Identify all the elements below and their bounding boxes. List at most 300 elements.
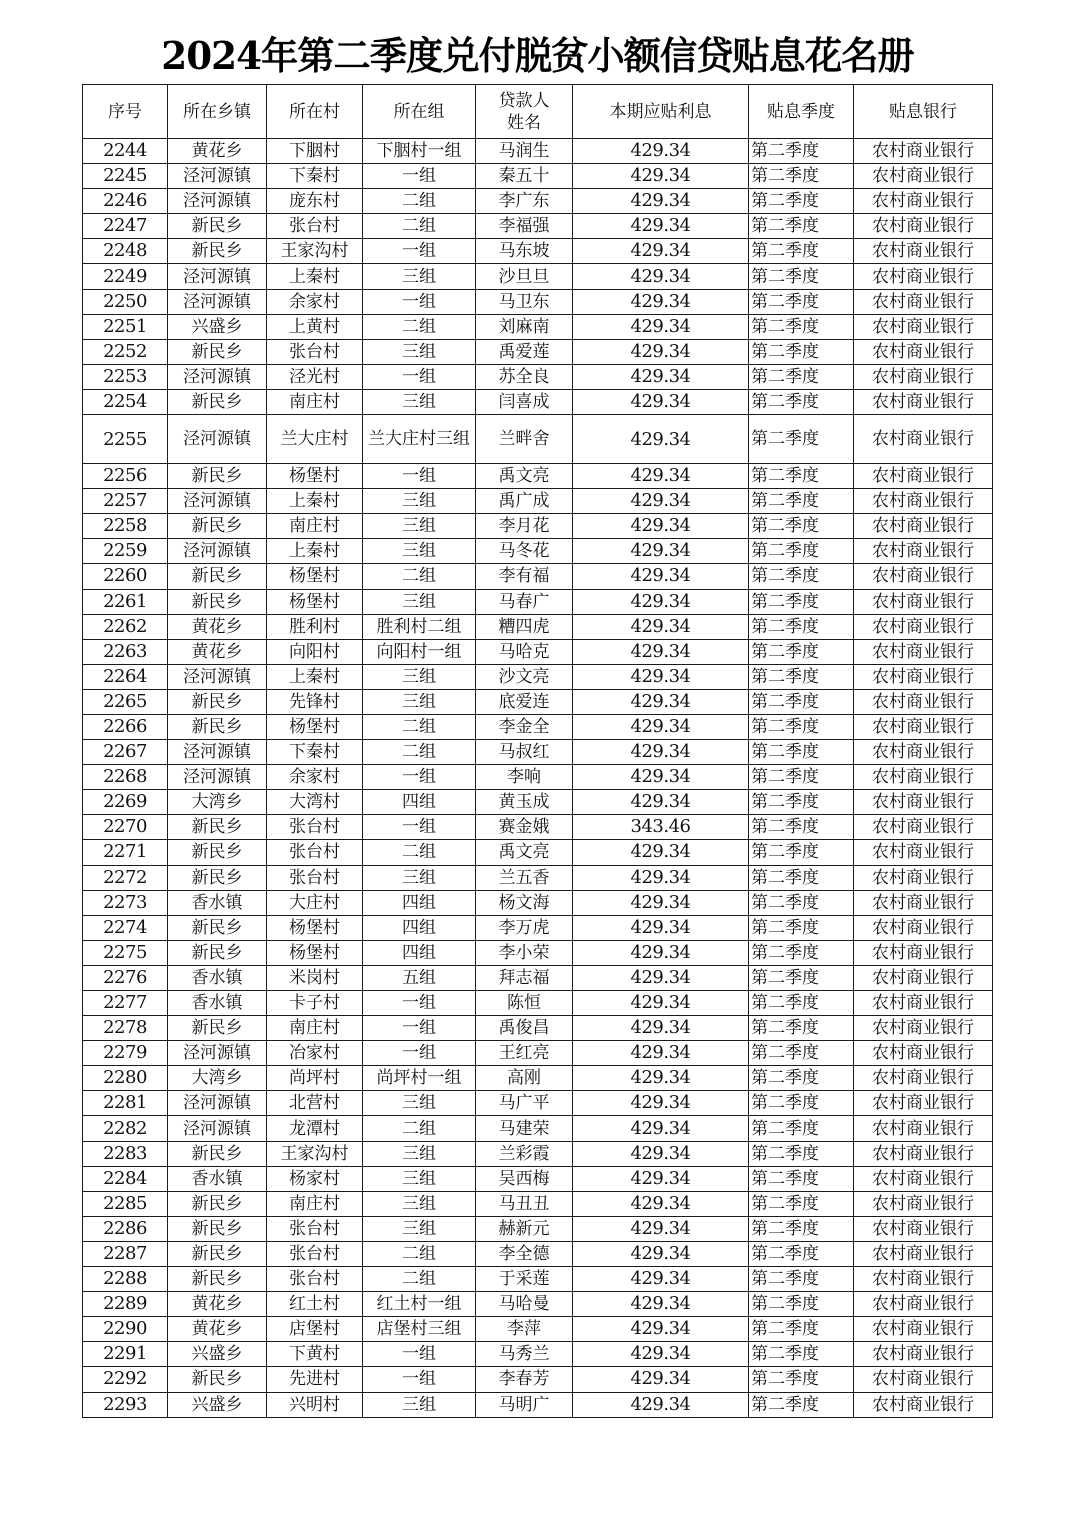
cell-serial: 2265: [83, 689, 168, 714]
cell-bank: 农村商业银行: [854, 214, 993, 239]
table-row: [83, 314, 993, 339]
cell-quarter: 第二季度: [749, 539, 854, 564]
cell-interest: 429.34: [573, 489, 749, 514]
cell-town: 兴盛乡: [168, 314, 267, 339]
cell-village: 米岗村: [267, 965, 363, 990]
cell-interest: 429.34: [573, 740, 749, 765]
column-header-bank: 贴息银行: [854, 85, 993, 139]
cell-group: 三组: [363, 589, 476, 614]
cell-bank: 农村商业银行: [854, 840, 993, 865]
table-row: [83, 1292, 993, 1317]
cell-borrower-name: 拜志福: [476, 965, 573, 990]
cell-serial: 2280: [83, 1066, 168, 1091]
table-row: [83, 965, 993, 990]
column-header-borrower: [476, 85, 573, 139]
cell-bank: 农村商业银行: [854, 1016, 993, 1041]
table-row: [83, 1267, 993, 1292]
cell-group: 向阳村一组: [363, 639, 476, 664]
cell-serial: 2273: [83, 890, 168, 915]
cell-interest: 429.34: [573, 514, 749, 539]
cell-bank: 农村商业银行: [854, 314, 993, 339]
cell-serial: 2284: [83, 1166, 168, 1191]
cell-town: 新民乡: [168, 514, 267, 539]
table-row: [83, 689, 993, 714]
cell-interest: 429.34: [573, 890, 749, 915]
cell-bank: 农村商业银行: [854, 614, 993, 639]
cell-quarter: 第二季度: [749, 1016, 854, 1041]
cell-bank: 农村商业银行: [854, 589, 993, 614]
cell-town: 新民乡: [168, 1267, 267, 1292]
table-row: [83, 714, 993, 739]
cell-serial: 2288: [83, 1267, 168, 1292]
cell-borrower-name: 刘麻南: [476, 314, 573, 339]
cell-interest: 429.34: [573, 1066, 749, 1091]
cell-bank: 农村商业银行: [854, 1216, 993, 1241]
cell-quarter: 第二季度: [749, 1292, 854, 1317]
cell-group: 三组: [363, 1216, 476, 1241]
cell-quarter: 第二季度: [749, 664, 854, 689]
cell-bank: 农村商业银行: [854, 514, 993, 539]
table-row: [83, 790, 993, 815]
cell-group: 店堡村三组: [363, 1317, 476, 1342]
subsidy-roster-table: [82, 84, 993, 1418]
cell-village: 王家沟村: [267, 1141, 363, 1166]
cell-serial: 2274: [83, 915, 168, 940]
cell-group: 一组: [363, 815, 476, 840]
cell-borrower-name: 李萍: [476, 1317, 573, 1342]
cell-village: 杨堡村: [267, 714, 363, 739]
cell-interest: 429.34: [573, 239, 749, 264]
table-row: [83, 589, 993, 614]
cell-group: 二组: [363, 1267, 476, 1292]
cell-borrower-name: 秦五十: [476, 164, 573, 189]
cell-bank: 农村商业银行: [854, 389, 993, 414]
cell-quarter: 第二季度: [749, 489, 854, 514]
cell-bank: 农村商业银行: [854, 1041, 993, 1066]
cell-quarter: 第二季度: [749, 1191, 854, 1216]
cell-interest: 429.34: [573, 865, 749, 890]
cell-bank: 农村商业银行: [854, 1141, 993, 1166]
table-row: [83, 1116, 993, 1141]
cell-village: 张台村: [267, 840, 363, 865]
cell-village: 张台村: [267, 865, 363, 890]
cell-borrower-name: 兰畔舍: [476, 415, 573, 464]
cell-quarter: 第二季度: [749, 264, 854, 289]
cell-bank: 农村商业银行: [854, 189, 993, 214]
cell-bank: 农村商业银行: [854, 339, 993, 364]
cell-interest: 429.34: [573, 991, 749, 1016]
cell-quarter: 第二季度: [749, 389, 854, 414]
cell-bank: 农村商业银行: [854, 164, 993, 189]
cell-village: 上秦村: [267, 539, 363, 564]
cell-group: 二组: [363, 714, 476, 739]
cell-group: 四组: [363, 940, 476, 965]
cell-group: 一组: [363, 1041, 476, 1066]
column-header-town: 所在乡镇: [168, 85, 267, 139]
cell-borrower-name: 禹文亮: [476, 464, 573, 489]
cell-group: 三组: [363, 264, 476, 289]
cell-town: 泾河源镇: [168, 765, 267, 790]
cell-town: 黄花乡: [168, 139, 267, 164]
table-row: [83, 940, 993, 965]
cell-group: 下胭村一组: [363, 139, 476, 164]
cell-interest: 429.34: [573, 1091, 749, 1116]
cell-village: 下胭村: [267, 139, 363, 164]
cell-town: 香水镇: [168, 991, 267, 1016]
cell-borrower-name: 底爱连: [476, 689, 573, 714]
cell-borrower-name: 马广平: [476, 1091, 573, 1116]
cell-quarter: 第二季度: [749, 239, 854, 264]
table-row: [83, 214, 993, 239]
cell-quarter: 第二季度: [749, 564, 854, 589]
cell-serial: 2277: [83, 991, 168, 1016]
cell-village: 张台村: [267, 815, 363, 840]
cell-serial: 2248: [83, 239, 168, 264]
cell-village: 下秦村: [267, 740, 363, 765]
cell-quarter: 第二季度: [749, 1367, 854, 1392]
cell-town: 泾河源镇: [168, 164, 267, 189]
cell-serial: 2254: [83, 389, 168, 414]
cell-borrower-name: 马哈曼: [476, 1292, 573, 1317]
cell-serial: 2272: [83, 865, 168, 890]
cell-borrower-name: 马建荣: [476, 1116, 573, 1141]
cell-serial: 2264: [83, 664, 168, 689]
cell-group: 三组: [363, 489, 476, 514]
table-row: [83, 1216, 993, 1241]
cell-quarter: 第二季度: [749, 815, 854, 840]
cell-borrower-name: 马明广: [476, 1392, 573, 1417]
cell-group: 三组: [363, 865, 476, 890]
cell-group: 一组: [363, 239, 476, 264]
cell-borrower-name: 禹爱莲: [476, 339, 573, 364]
cell-group: 三组: [363, 689, 476, 714]
cell-interest: 429.34: [573, 940, 749, 965]
cell-serial: 2287: [83, 1241, 168, 1266]
cell-interest: 429.34: [573, 614, 749, 639]
cell-village: 张台村: [267, 1241, 363, 1266]
cell-bank: 农村商业银行: [854, 464, 993, 489]
cell-serial: 2262: [83, 614, 168, 639]
cell-village: 张台村: [267, 1216, 363, 1241]
cell-town: 泾河源镇: [168, 264, 267, 289]
cell-interest: 429.34: [573, 314, 749, 339]
cell-quarter: 第二季度: [749, 1116, 854, 1141]
cell-borrower-name: 王红亮: [476, 1041, 573, 1066]
cell-quarter: 第二季度: [749, 214, 854, 239]
cell-bank: 农村商业银行: [854, 539, 993, 564]
cell-village: 尚坪村: [267, 1066, 363, 1091]
cell-town: 香水镇: [168, 965, 267, 990]
cell-town: 新民乡: [168, 1191, 267, 1216]
table-row: [83, 1191, 993, 1216]
cell-quarter: 第二季度: [749, 189, 854, 214]
table-row: [83, 890, 993, 915]
cell-interest: 429.34: [573, 139, 749, 164]
cell-quarter: 第二季度: [749, 1066, 854, 1091]
cell-quarter: 第二季度: [749, 915, 854, 940]
cell-borrower-name: 高刚: [476, 1066, 573, 1091]
cell-serial: 2285: [83, 1191, 168, 1216]
cell-town: 大湾乡: [168, 1066, 267, 1091]
cell-group: 红土村一组: [363, 1292, 476, 1317]
cell-group: 三组: [363, 1141, 476, 1166]
cell-town: 新民乡: [168, 1367, 267, 1392]
cell-bank: 农村商业银行: [854, 639, 993, 664]
cell-town: 新民乡: [168, 840, 267, 865]
table-row: [83, 1367, 993, 1392]
table-row: [83, 1091, 993, 1116]
cell-interest: 429.34: [573, 1267, 749, 1292]
cell-quarter: 第二季度: [749, 1141, 854, 1166]
cell-quarter: 第二季度: [749, 991, 854, 1016]
cell-village: 北营村: [267, 1091, 363, 1116]
cell-bank: 农村商业银行: [854, 965, 993, 990]
cell-quarter: 第二季度: [749, 765, 854, 790]
cell-quarter: 第二季度: [749, 1342, 854, 1367]
cell-village: 杨家村: [267, 1166, 363, 1191]
cell-bank: 农村商业银行: [854, 489, 993, 514]
cell-town: 黄花乡: [168, 614, 267, 639]
cell-interest: 429.34: [573, 1342, 749, 1367]
cell-group: 一组: [363, 1367, 476, 1392]
cell-interest: 429.34: [573, 639, 749, 664]
cell-village: 南庄村: [267, 389, 363, 414]
cell-serial: 2289: [83, 1292, 168, 1317]
cell-serial: 2257: [83, 489, 168, 514]
cell-borrower-name: 李有福: [476, 564, 573, 589]
cell-serial: 2290: [83, 1317, 168, 1342]
cell-village: 余家村: [267, 289, 363, 314]
cell-serial: 2276: [83, 965, 168, 990]
cell-group: 一组: [363, 1342, 476, 1367]
table-row: [83, 339, 993, 364]
cell-serial: 2252: [83, 339, 168, 364]
cell-quarter: 第二季度: [749, 865, 854, 890]
table-row: [83, 539, 993, 564]
cell-quarter: 第二季度: [749, 1166, 854, 1191]
cell-quarter: 第二季度: [749, 1091, 854, 1116]
cell-quarter: 第二季度: [749, 164, 854, 189]
table-row: [83, 865, 993, 890]
cell-bank: 农村商业银行: [854, 1091, 993, 1116]
cell-group: 二组: [363, 840, 476, 865]
cell-town: 新民乡: [168, 815, 267, 840]
cell-borrower-name: 马哈克: [476, 639, 573, 664]
cell-quarter: 第二季度: [749, 314, 854, 339]
table-row: [83, 364, 993, 389]
cell-borrower-name: 李金全: [476, 714, 573, 739]
cell-interest: 429.34: [573, 464, 749, 489]
cell-interest: 429.34: [573, 1191, 749, 1216]
cell-serial: 2253: [83, 364, 168, 389]
cell-interest: 429.34: [573, 714, 749, 739]
cell-interest: 429.34: [573, 765, 749, 790]
cell-village: 兰大庄村: [267, 415, 363, 464]
cell-borrower-name: 马春广: [476, 589, 573, 614]
cell-borrower-name: 禹文亮: [476, 840, 573, 865]
cell-quarter: 第二季度: [749, 1216, 854, 1241]
cell-interest: 429.34: [573, 389, 749, 414]
cell-borrower-name: 马卫东: [476, 289, 573, 314]
cell-serial: 2293: [83, 1392, 168, 1417]
cell-town: 泾河源镇: [168, 740, 267, 765]
cell-group: 二组: [363, 214, 476, 239]
cell-village: 南庄村: [267, 1191, 363, 1216]
cell-quarter: 第二季度: [749, 740, 854, 765]
cell-interest: 343.46: [573, 815, 749, 840]
cell-interest: 429.34: [573, 915, 749, 940]
cell-town: 新民乡: [168, 915, 267, 940]
cell-village: 余家村: [267, 765, 363, 790]
cell-interest: 429.34: [573, 1016, 749, 1041]
column-header-interest: 本期应贴利息: [573, 85, 749, 139]
cell-group: 三组: [363, 339, 476, 364]
cell-bank: 农村商业银行: [854, 865, 993, 890]
cell-village: 胜利村: [267, 614, 363, 639]
cell-group: 一组: [363, 289, 476, 314]
cell-interest: 429.34: [573, 1216, 749, 1241]
cell-town: 泾河源镇: [168, 189, 267, 214]
cell-borrower-name: 马秀兰: [476, 1342, 573, 1367]
cell-village: 上秦村: [267, 664, 363, 689]
cell-borrower-name: 李福强: [476, 214, 573, 239]
cell-borrower-name: 马东坡: [476, 239, 573, 264]
cell-quarter: 第二季度: [749, 339, 854, 364]
cell-borrower-name: 禹俊昌: [476, 1016, 573, 1041]
cell-group: 一组: [363, 1016, 476, 1041]
table-row: [83, 991, 993, 1016]
cell-bank: 农村商业银行: [854, 940, 993, 965]
cell-group: 二组: [363, 740, 476, 765]
cell-town: 泾河源镇: [168, 289, 267, 314]
cell-interest: 429.34: [573, 164, 749, 189]
cell-village: 杨堡村: [267, 589, 363, 614]
cell-interest: 429.34: [573, 1367, 749, 1392]
cell-village: 下黄村: [267, 1342, 363, 1367]
cell-borrower-name: 闫喜成: [476, 389, 573, 414]
cell-group: 一组: [363, 991, 476, 1016]
cell-town: 新民乡: [168, 689, 267, 714]
cell-group: 三组: [363, 1091, 476, 1116]
cell-village: 泾光村: [267, 364, 363, 389]
cell-village: 先锋村: [267, 689, 363, 714]
cell-bank: 农村商业银行: [854, 915, 993, 940]
cell-serial: 2259: [83, 539, 168, 564]
cell-quarter: 第二季度: [749, 364, 854, 389]
cell-borrower-name: 马润生: [476, 139, 573, 164]
cell-town: 泾河源镇: [168, 1041, 267, 1066]
cell-town: 兴盛乡: [168, 1392, 267, 1417]
cell-borrower-name: 赛金娥: [476, 815, 573, 840]
cell-village: 张台村: [267, 214, 363, 239]
cell-quarter: 第二季度: [749, 714, 854, 739]
cell-town: 新民乡: [168, 1141, 267, 1166]
roster-body: [83, 139, 993, 1418]
cell-bank: 农村商业银行: [854, 740, 993, 765]
cell-town: 香水镇: [168, 1166, 267, 1191]
cell-serial: 2247: [83, 214, 168, 239]
cell-serial: 2245: [83, 164, 168, 189]
table-row: [83, 264, 993, 289]
column-header-group: 所在组: [363, 85, 476, 139]
cell-town: 新民乡: [168, 339, 267, 364]
cell-group: 二组: [363, 564, 476, 589]
cell-quarter: 第二季度: [749, 589, 854, 614]
cell-bank: 农村商业银行: [854, 1392, 993, 1417]
cell-village: 杨堡村: [267, 464, 363, 489]
cell-serial: 2267: [83, 740, 168, 765]
cell-town: 黄花乡: [168, 1317, 267, 1342]
cell-serial: 2246: [83, 189, 168, 214]
cell-bank: 农村商业银行: [854, 714, 993, 739]
cell-group: 二组: [363, 1116, 476, 1141]
cell-serial: 2281: [83, 1091, 168, 1116]
table-row: [83, 189, 993, 214]
cell-interest: 429.34: [573, 539, 749, 564]
cell-group: 三组: [363, 1191, 476, 1216]
table-row: [83, 239, 993, 264]
cell-bank: 农村商业银行: [854, 139, 993, 164]
cell-bank: 农村商业银行: [854, 1166, 993, 1191]
cell-town: 新民乡: [168, 714, 267, 739]
cell-town: 新民乡: [168, 464, 267, 489]
cell-bank: 农村商业银行: [854, 364, 993, 389]
cell-town: 新民乡: [168, 564, 267, 589]
table-row: [83, 1392, 993, 1417]
cell-borrower-name: 禹广成: [476, 489, 573, 514]
cell-borrower-name: 吴西梅: [476, 1166, 573, 1191]
cell-bank: 农村商业银行: [854, 991, 993, 1016]
cell-quarter: 第二季度: [749, 890, 854, 915]
cell-town: 新民乡: [168, 1216, 267, 1241]
table-row: [83, 1342, 993, 1367]
table-row: [83, 664, 993, 689]
cell-group: 尚坪村一组: [363, 1066, 476, 1091]
cell-group: 二组: [363, 189, 476, 214]
cell-village: 南庄村: [267, 1016, 363, 1041]
cell-village: 向阳村: [267, 639, 363, 664]
cell-bank: 农村商业银行: [854, 1191, 993, 1216]
table-row: [83, 389, 993, 414]
cell-serial: 2256: [83, 464, 168, 489]
cell-borrower-name: 李春芳: [476, 1367, 573, 1392]
page-title: 2024年第二季度兑付脱贫小额信贷贴息花名册: [161, 33, 914, 78]
cell-village: 上黄村: [267, 314, 363, 339]
cell-quarter: 第二季度: [749, 289, 854, 314]
cell-borrower-name: 沙文亮: [476, 664, 573, 689]
cell-serial: 2244: [83, 139, 168, 164]
cell-group: 三组: [363, 1166, 476, 1191]
cell-town: 新民乡: [168, 1016, 267, 1041]
cell-village: 张台村: [267, 1267, 363, 1292]
cell-quarter: 第二季度: [749, 965, 854, 990]
cell-village: 店堡村: [267, 1317, 363, 1342]
cell-borrower-name: 李广东: [476, 189, 573, 214]
cell-village: 杨堡村: [267, 940, 363, 965]
cell-quarter: 第二季度: [749, 940, 854, 965]
cell-bank: 农村商业银行: [854, 1066, 993, 1091]
cell-bank: 农村商业银行: [854, 790, 993, 815]
cell-group: 二组: [363, 314, 476, 339]
cell-group: 四组: [363, 915, 476, 940]
table-row: [83, 815, 993, 840]
cell-group: 三组: [363, 389, 476, 414]
cell-village: 上秦村: [267, 489, 363, 514]
cell-borrower-name: 李全德: [476, 1241, 573, 1266]
cell-town: 新民乡: [168, 589, 267, 614]
cell-quarter: 第二季度: [749, 464, 854, 489]
cell-village: 大湾村: [267, 790, 363, 815]
